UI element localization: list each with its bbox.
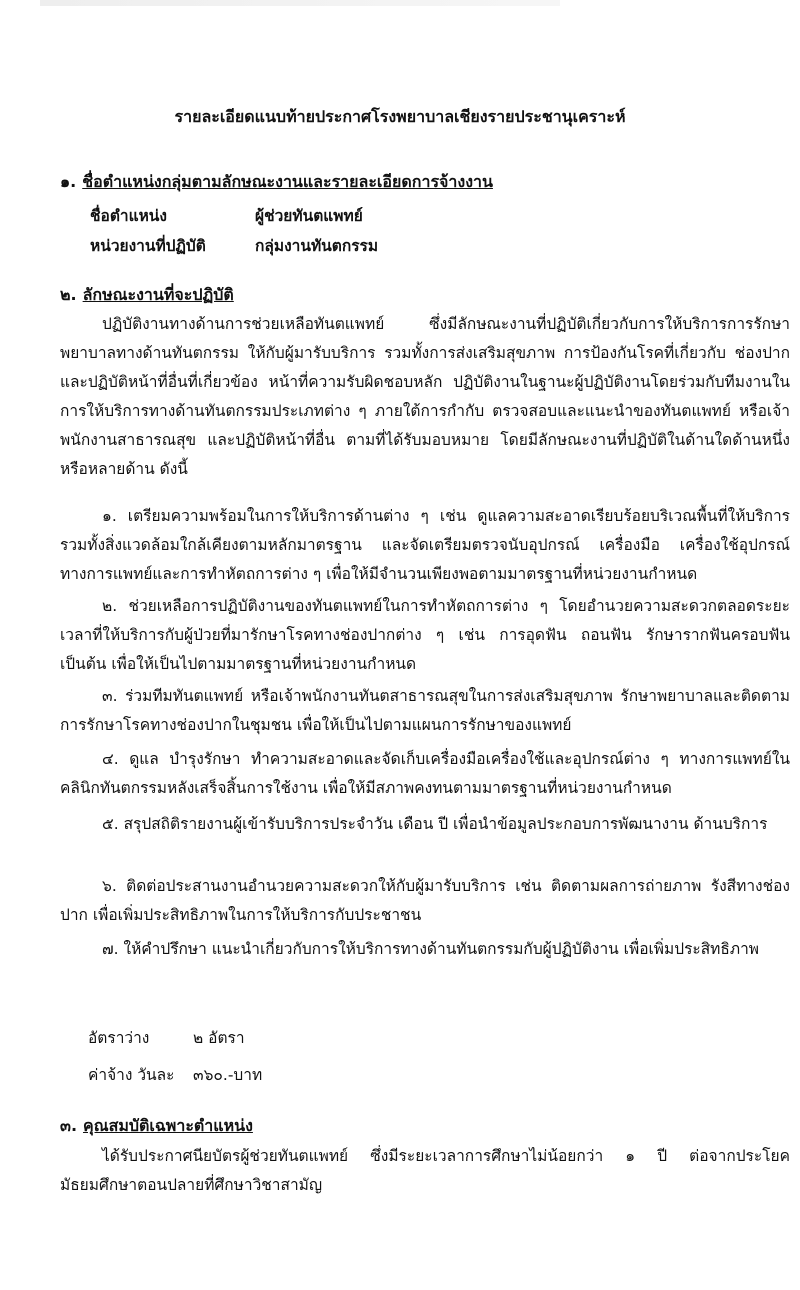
duty-text-5: ๕. สรุปสถิติรายงานผู้เข้ารับบริการประจำวัน เดือน ปี เพื่อนำข้อมูลประกอบการพัฒนางาน ด้านบริการ [102, 815, 768, 833]
duty-item-2 [60, 592, 790, 679]
section3-paragraph [60, 1142, 790, 1200]
duty-item-3 [60, 682, 790, 740]
wage-label: ค่าจ้าง วันละ [88, 1066, 175, 1084]
section1-title: ชื่อตำแหน่งกลุ่มตามลักษณะงานและรายละเอียดการจ้างงาน [82, 172, 493, 191]
section2-title: ลักษณะงานที่จะปฏิบัติ [82, 285, 234, 304]
section3-title: คุณสมบัติเฉพาะตำแหน่ง [83, 1116, 253, 1135]
section2-intro-paragraph [60, 310, 790, 484]
vacancy-label: อัตราว่าง [88, 1029, 150, 1047]
duty-item-4 [60, 745, 790, 803]
section3-text: ได้รับประกาศนียบัตรผู้ช่วยทันตแพทย์ ซึ่งมีระยะเวลาการศึกษาไม่น้อยกว่า ๑ ปี ต่อจากประโยคมัธยมศึกษาตอนปลายที่ศึกษาวิชาสามัญ [60, 1147, 790, 1194]
section2-number: ๒. [60, 285, 77, 304]
position-label: ชื่อตำแหน่ง [90, 207, 167, 225]
section3-number: ๓. [60, 1116, 78, 1135]
wage-value: ๓๖๐.-บาท [193, 1066, 263, 1084]
unit-row [90, 233, 378, 258]
duty-text-6: ๖. ติดต่อประสานงานอำนวยความสะดวกให้กับผู้มารับบริการ เช่น ติดตามผลการถ่ายภาพ รังสีทางช่องปาก เพื่อเพิ่มประสิทธิภาพในการให้บริการกับประชาชน [60, 877, 790, 924]
duty-item-1 [60, 502, 790, 589]
unit-label: หน่วยงานที่ปฏิบัติ [90, 237, 206, 255]
duty-text-7: ๗. ให้คำปรึกษา แนะนำเกี่ยวกับการให้บริการทางด้านทันตกรรมกับผู้ปฏิบัติงาน เพื่อเพิ่มประสิทธิภาพ [102, 940, 760, 958]
duty-text-3: ๓. ร่วมทีมทันตแพทย์ หรือเจ้าพนักงานทันตสาธารณสุขในการส่งเสริมสุขภาพ รักษาพยาบาลและติดตามการรักษาโรคทางช่องปากในชุมชน เพื่อให้เป็นไปตามแผนการรักษาของแพทย์ [60, 687, 790, 734]
position-row [90, 203, 363, 228]
duty-text-1: ๑. เตรียมความพร้อมในการให้บริการด้านต่าง ๆ เช่น ดูแลความสะอาดเรียบร้อยบริเวณพื้นที่ให้บริการ รวมทั้งสิ่งแวดล้อมใกล้เคียงตามหลักมาตรฐาน และจัดเตรียมตรวจนับอุปกรณ์ เครื่องมือ เครื่องใช้อุปกรณ์ทางการแพทย์และการทำหัตถการต่าง ๆ เพื่อให้มีจำนวนเพียงพอตามมาตรฐานที่หน่วยงานกำหนด [60, 507, 790, 583]
unit-value: กลุ่มงานทันตกรรม [255, 237, 379, 255]
wage-row [88, 1062, 262, 1087]
section2-heading [60, 283, 234, 308]
duty-item-7 [60, 935, 790, 964]
vacancy-value: ๒ อัตรา [193, 1029, 245, 1047]
duty-item-5 [60, 810, 790, 839]
section1-heading [60, 170, 493, 195]
section1-number: ๑. [60, 172, 77, 191]
section2-intro: ปฏิบัติงานทางด้านการช่วยเหลือทันตแพทย์ ซึ่งมีลักษณะงานที่ปฏิบัติเกี่ยวกับการให้บริการการรักษาพยาบาลทางด้านทันตกรรม ให้กับผู้มารับบริการ รวมทั้งการส่งเสริมสุขภาพ การป้องกันโรคที่เกี่ยวกับ ช่องปากและปฏิบัติหน้าที่อื่นที่เกี่ยวข้อง หน้าที่ความรับผิดชอบหลัก ปฏิบัติงานในฐานะผู้ปฏิบัติงานโดยร่วมกับทีมงานในการให้บริการทางด้านทันตกรรมประเภทต่าง ๆ ภายใต้การกำกับ ตรวจสอบและแนะนำของทันตแพทย์ หรือเจ้าพนักงานสาธารณสุข และปฏิบัติหน้าที่อื่น ตามที่ได้รับมอบหมาย โดยมีลักษณะงานที่ปฏิบัติในด้านใดด้านหนึ่ง หรือหลายด้าน ดังนี้ [60, 315, 790, 478]
position-value: ผู้ช่วยทันตแพทย์ [255, 207, 363, 225]
duty-text-4: ๔. ดูแล บำรุงรักษา ทำความสะอาดและจัดเก็บเครื่องมือเครื่องใช้และอุปกรณ์ต่าง ๆ ทางการแพทย์ในคลินิกทันตกรรมหลังเสร็จสิ้นการใช้งาน เพื่อให้มีสภาพคงทนตามมาตรฐานที่หน่วยงานกำหนด [60, 750, 790, 797]
top-scan-edge [40, 0, 560, 6]
section3-heading [60, 1114, 253, 1139]
duty-text-2: ๒. ช่วยเหลือการปฏิบัติงานของทันตแพทย์ในการทำหัตถการต่าง ๆ โดยอำนวยความสะดวกตลอดระยะเวลาที่ให้บริการกับผู้ป่วยที่มารักษาโรคทางช่องปากต่าง ๆ เช่น การอุดฟัน ถอนฟัน รักษารากฟันครอบฟัน เป็นต้น เพื่อให้เป็นไปตามมาตรฐานที่หน่วยงานกำหนด [60, 597, 790, 673]
document-title: รายละเอียดแนบท้ายประกาศโรงพยาบาลเชียงรายประชานุเคราะห์ [174, 107, 626, 126]
duty-item-6 [60, 872, 790, 930]
vacancy-row [88, 1025, 245, 1050]
